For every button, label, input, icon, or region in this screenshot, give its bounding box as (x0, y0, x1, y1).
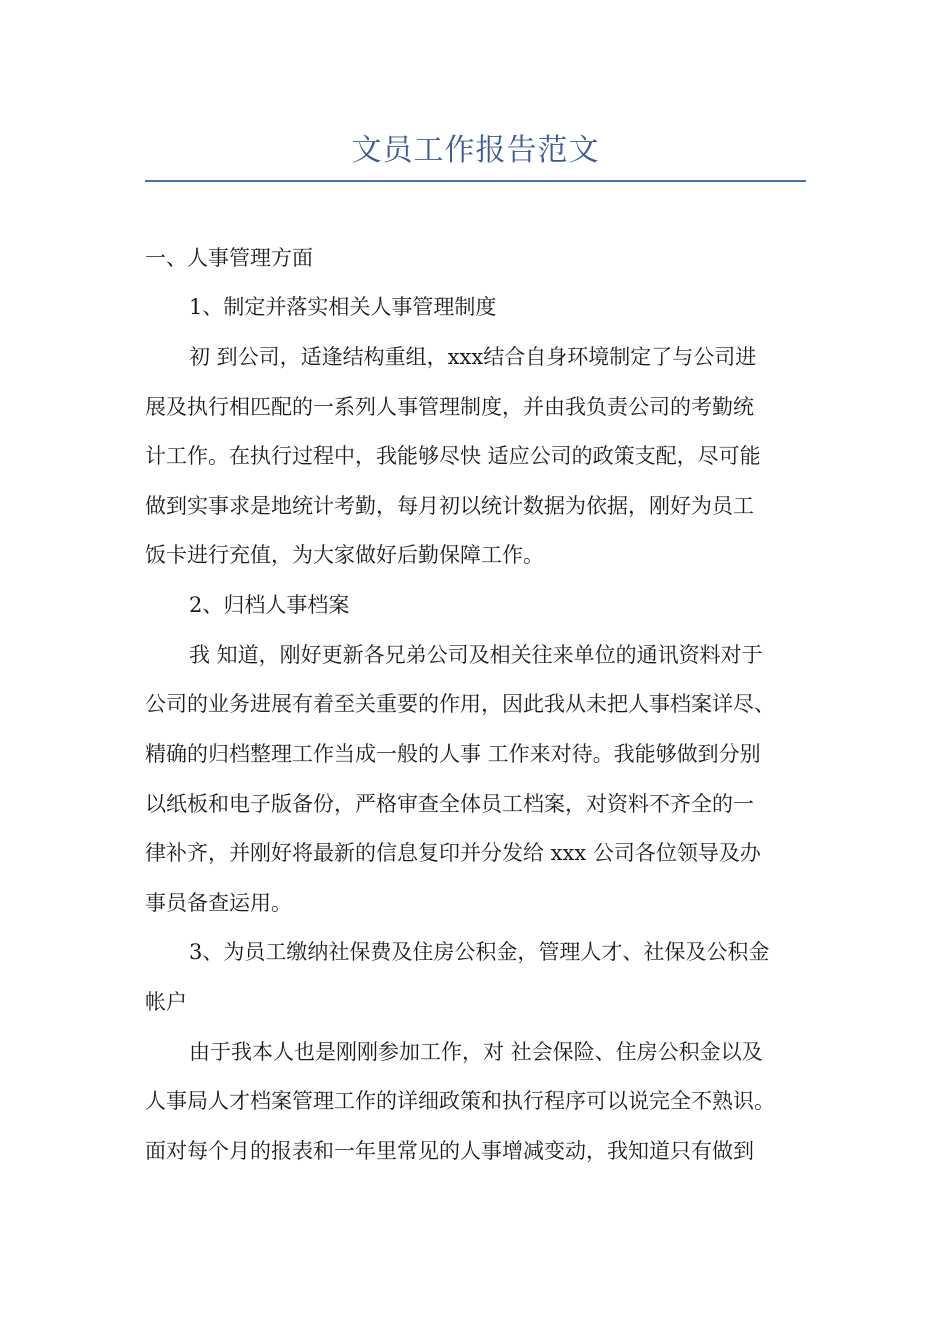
paragraph-line: 人事局人才档案管理工作的详细政策和执行程序可以说完全不熟识。 (145, 1089, 775, 1113)
paragraph-line: 我 知道，刚好更新各兄弟公司及相关往来单位的通讯资料对于 (189, 643, 763, 667)
paragraph-line: 做到实事求是地统计考勤，每月初以统计数据为依据，刚好为员工 (145, 494, 754, 518)
paragraph-line: 以纸板和电子版备份，严格审查全体员工档案，对资料不齐全的一 (145, 792, 754, 816)
paragraph-line: 初 到公司，适逢结构重组，xxx结合自身环境制定了与公司进 (189, 345, 757, 369)
paragraph-line: 饭卡进行充值，为大家做好后勤保障工作。 (145, 543, 544, 567)
subsection-heading: 2、归档人事档案 (189, 593, 350, 617)
paragraph-line: 事员备查运用。 (145, 891, 292, 915)
section-heading: 一、人事管理方面 (145, 246, 313, 270)
paragraph-line: 精确的归档整理工作当成一般的人事 工作来对待。我能够做到分别 (145, 742, 761, 766)
subsection-heading: 3、为员工缴纳社保费及住房公积金，管理人才、社保及公积金 (189, 940, 770, 964)
subsection-heading-cont: 帐户 (145, 990, 187, 1014)
paragraph-line: 面对每个月的报表和一年里常见的人事增减变动，我知道只有做到 (145, 1139, 754, 1163)
paragraph-line: 计工作。在执行过程中，我能够尽快 适应公司的政策支配，尽可能 (145, 444, 761, 468)
paragraph-line: 律补齐，并刚好将最新的信息复印并分发给 xxx 公司各位领导及办 (145, 841, 761, 865)
document-title: 文员工作报告范文 (351, 133, 600, 168)
paragraph-line: 公司的业务进展有着至关重要的作用，因此我从未把人事档案详尽、 (145, 692, 775, 716)
subsection-heading: 1、制定并落实相关人事管理制度 (189, 295, 497, 319)
paragraph-line: 由于我本人也是刚刚参加工作，对 社会保险、住房公积金以及 (189, 1040, 763, 1064)
title-underline (145, 180, 806, 182)
paragraph-line: 展及执行相匹配的一系列人事管理制度，并由我负责公司的考勤统 (145, 395, 754, 419)
